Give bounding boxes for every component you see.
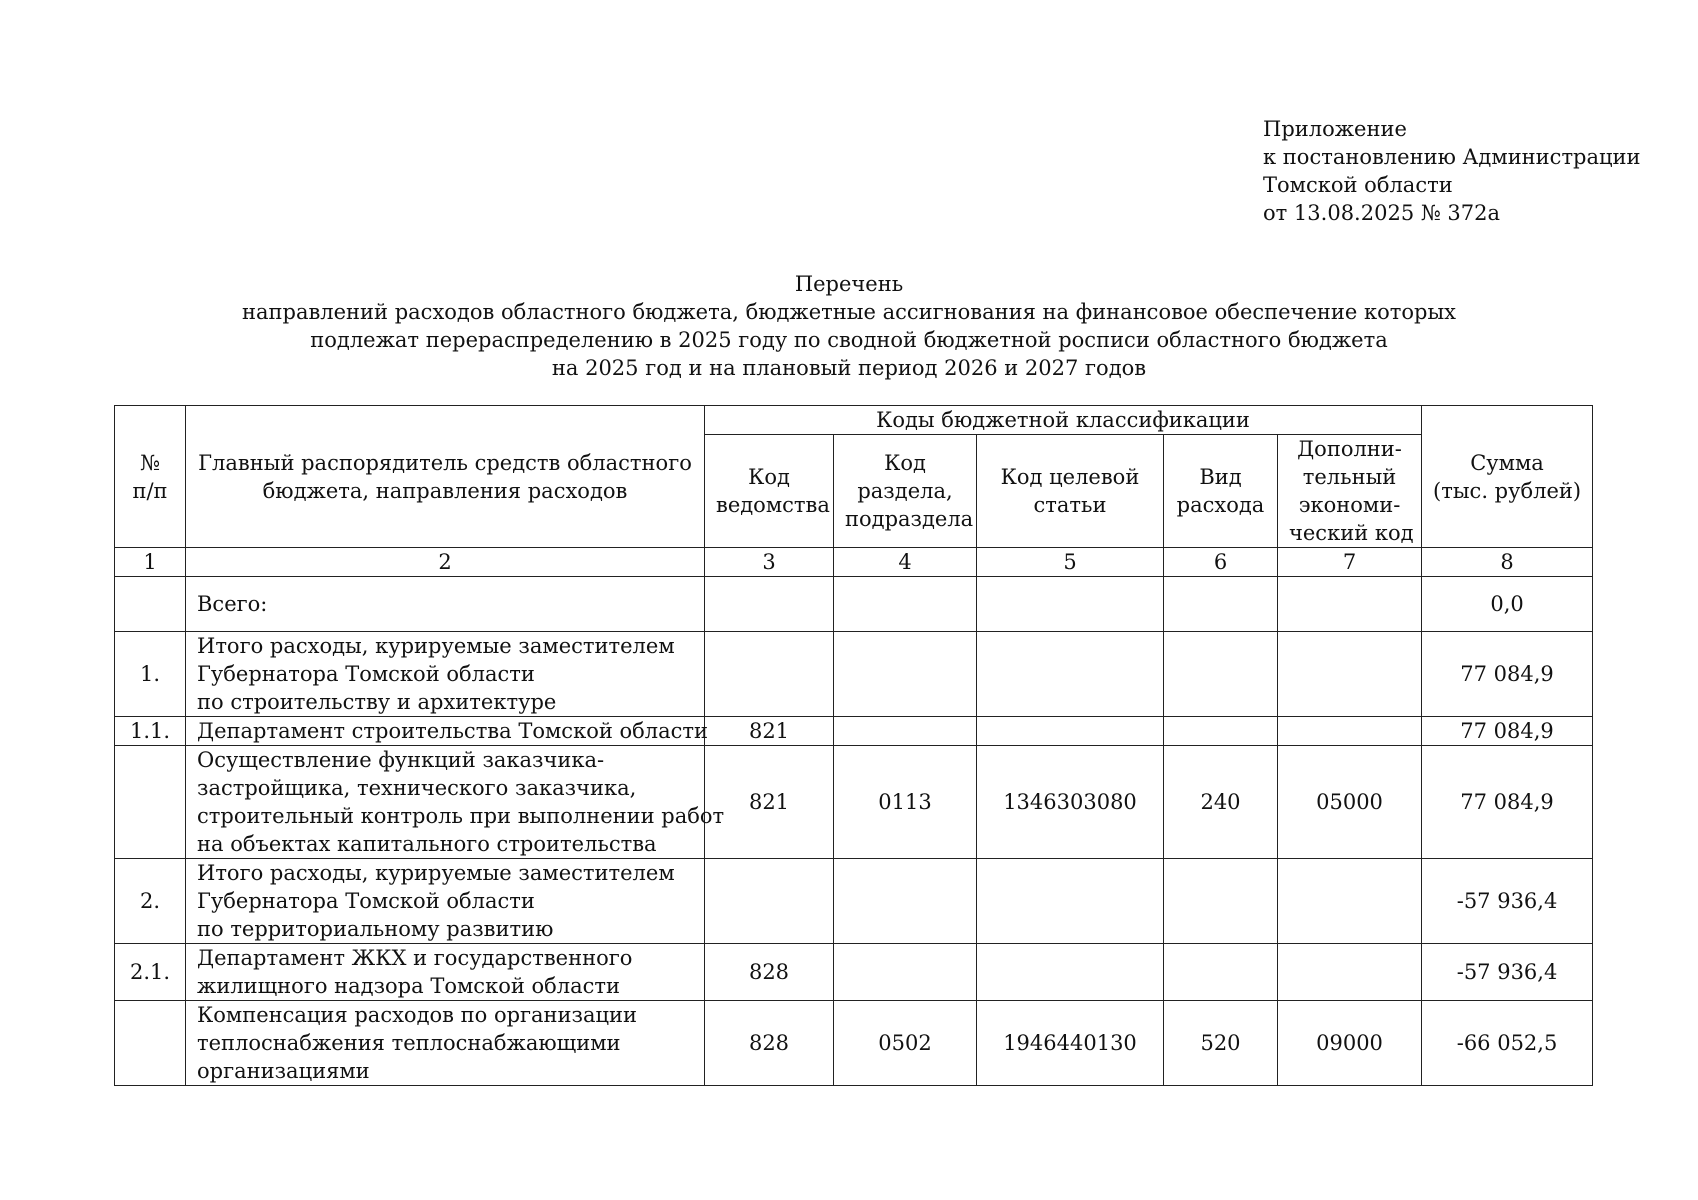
row-extra-code [1278,944,1422,1001]
header-extra: Дополни- тельный экономи- ческий код [1278,435,1422,548]
table-row [115,577,1593,632]
header-row-1 [115,406,1593,435]
name-line: Департамент строительства Томской области [197,719,709,743]
row-kind-code: 520 [1164,1001,1278,1086]
row-section-code: 0502 [834,1001,977,1086]
row-name [186,859,705,944]
row-dept-code [705,577,834,632]
row-kind-code: 240 [1164,746,1278,859]
table-row [115,944,1593,1001]
title-line: Перечень [794,272,904,296]
name-line: Губернатора Томской области [197,662,535,686]
header-name: Главный распорядитель средств областного бюджета, направления расходов [186,406,705,548]
name-line: Компенсация расходов по организации [197,1003,638,1027]
column-number: 8 [1422,548,1593,577]
name-line: по территориальному развитию [197,917,554,941]
row-target-code [977,577,1164,632]
header-sum: Сумма (тыс. рублей) [1422,406,1593,548]
row-index [115,746,186,859]
row-kind-code [1164,944,1278,1001]
name-line: жилищного надзора Томской области [197,974,621,998]
row-target-code: 1946440130 [977,1001,1164,1086]
table-row [115,859,1593,944]
row-kind-code [1164,717,1278,746]
row-index [115,1001,186,1086]
column-numbers-row [115,548,1593,577]
title-line: на 2025 год и на плановый период 2026 и 2027 годов [551,356,1147,380]
row-sum: 77 084,9 [1422,717,1593,746]
table-row [115,717,1593,746]
table-row [115,1001,1593,1086]
row-name [186,577,705,632]
name-line: строительный контроль при выполнении работ [197,804,725,828]
name-line: теплоснабжения теплоснабжающими [197,1031,621,1055]
name-line: Итого расходы, курируемые заместителем [197,861,675,885]
appendix-line: к постановлению Администрации [1263,145,1641,169]
column-number: 4 [834,548,977,577]
row-name [186,632,705,717]
appendix-line: Томской области [1263,173,1453,197]
row-section-code [834,632,977,717]
row-target-code [977,859,1164,944]
row-extra-code: 09000 [1278,1001,1422,1086]
title-line: направлений расходов областного бюджета, бюджетные ассигнования на финансовое обеспечение которых [241,300,1456,324]
name-line: организациями [197,1059,370,1083]
table-row [115,632,1593,717]
name-line: на объектах капитального строительства [197,832,657,856]
name-line: Всего: [197,592,268,616]
name-line: Итого расходы, курируемые заместителем [197,634,675,658]
header-codes-group: Коды бюджетной классификации [705,406,1422,435]
row-extra-code [1278,859,1422,944]
document-title [0,270,1698,382]
row-dept-code [705,632,834,717]
row-dept-code: 828 [705,944,834,1001]
table-row [115,746,1593,859]
budget-table [114,405,1593,1086]
name-line: Осуществление функций заказчика- [197,748,605,772]
name-line: Губернатора Томской области [197,889,535,913]
row-extra-code: 05000 [1278,746,1422,859]
header-target: Код целевой статьи [977,435,1164,548]
row-dept-code [705,859,834,944]
row-sum: -57 936,4 [1422,944,1593,1001]
row-kind-code [1164,859,1278,944]
row-target-code: 1346303080 [977,746,1164,859]
row-section-code: 0113 [834,746,977,859]
row-target-code [977,632,1164,717]
row-name [186,1001,705,1086]
name-line: по строительству и архитектуре [197,690,557,714]
column-number: 3 [705,548,834,577]
row-dept-code: 828 [705,1001,834,1086]
row-section-code [834,859,977,944]
row-index: 1. [115,632,186,717]
row-extra-code [1278,717,1422,746]
row-sum: 0,0 [1422,577,1593,632]
row-sum: 77 084,9 [1422,632,1593,717]
title-line: подлежат перераспределению в 2025 году по сводной бюджетной росписи областного бюджета [310,328,1388,352]
header-section: Код раздела, подраздела [834,435,977,548]
row-target-code [977,717,1164,746]
row-index: 2.1. [115,944,186,1001]
appendix-line: от 13.08.2025 № 372а [1263,201,1500,225]
name-line: застройщика, технического заказчика, [197,776,637,800]
row-kind-code [1164,577,1278,632]
row-extra-code [1278,577,1422,632]
column-number: 7 [1278,548,1422,577]
row-section-code [834,717,977,746]
column-number: 5 [977,548,1164,577]
header-dept: Код ведомства [705,435,834,548]
row-index: 1.1. [115,717,186,746]
column-number: 1 [115,548,186,577]
row-dept-code: 821 [705,717,834,746]
row-sum: 77 084,9 [1422,746,1593,859]
row-index [115,577,186,632]
row-sum: -57 936,4 [1422,859,1593,944]
row-sum: -66 052,5 [1422,1001,1593,1086]
row-extra-code [1278,632,1422,717]
header-num: № п/п [115,406,186,548]
row-target-code [977,944,1164,1001]
row-dept-code: 821 [705,746,834,859]
name-line: Департамент ЖКХ и государственного [197,946,633,970]
row-name [186,717,709,746]
appendix-line: Приложение [1263,117,1407,141]
column-number: 2 [186,548,705,577]
header-kind: Вид расхода [1164,435,1278,548]
column-number: 6 [1164,548,1278,577]
row-index: 2. [115,859,186,944]
appendix-block [1263,115,1641,227]
row-name [186,746,725,859]
row-section-code [834,577,977,632]
row-section-code [834,944,977,1001]
row-kind-code [1164,632,1278,717]
row-name [186,944,705,1001]
